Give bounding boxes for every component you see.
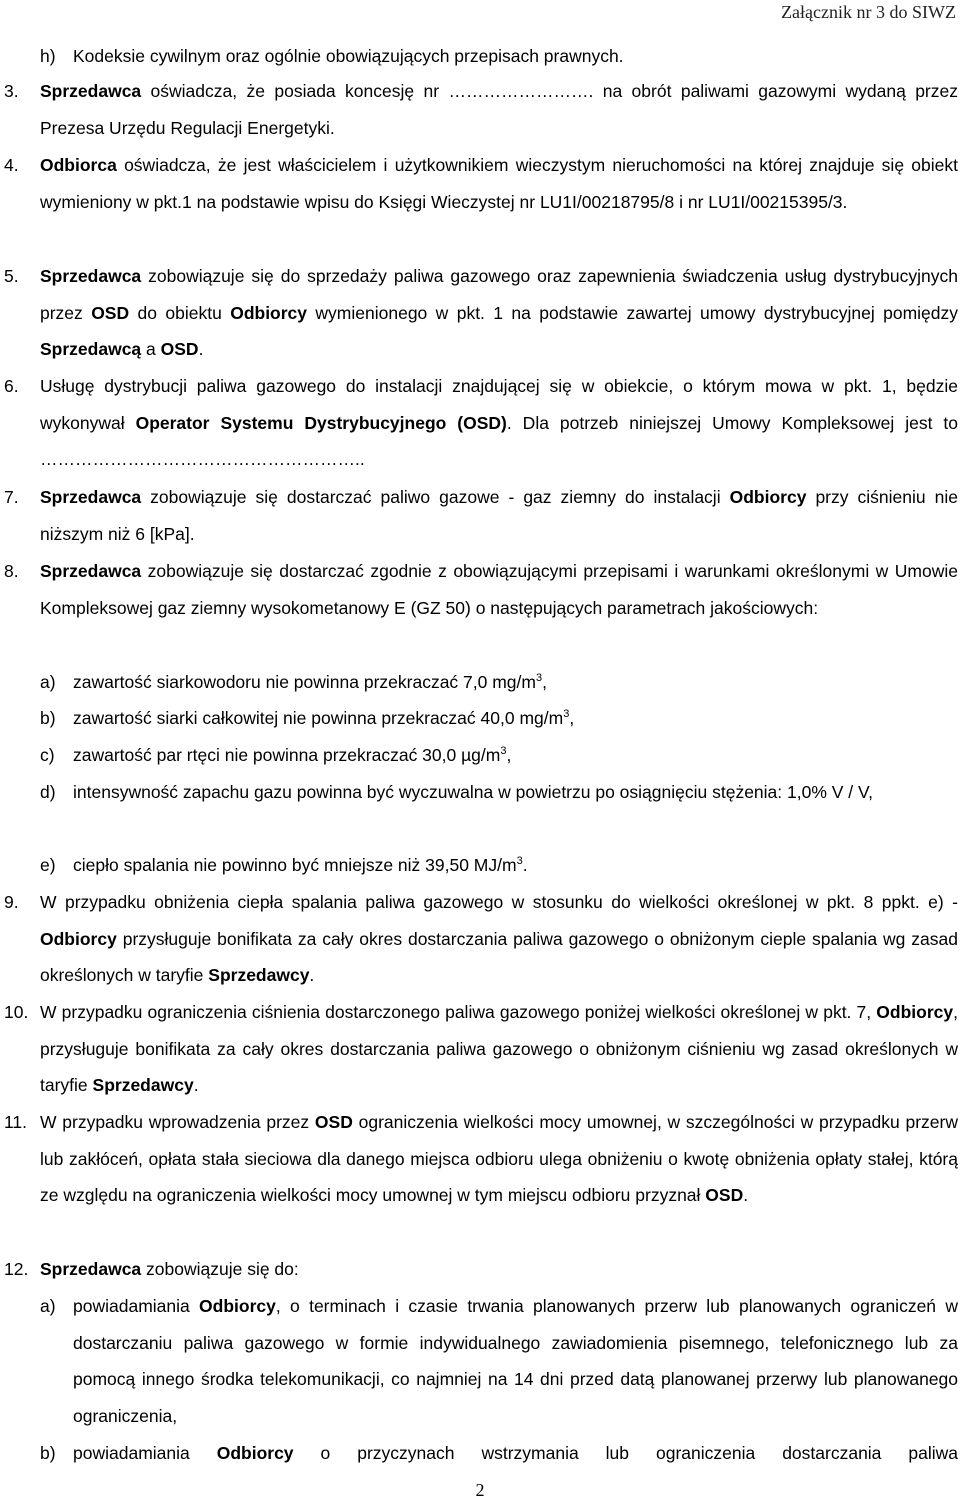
- attachment-header: Załącznik nr 3 do SIWZ: [781, 2, 956, 22]
- item-text: zawartość siarki całkowitej nie powinna przekraczać 40,0 $mg/m^3$,: [73, 708, 575, 728]
- item-text: ciepło spalania nie powinno być mniejsze niż 39,50 $MJ/m^3$.: [73, 855, 528, 875]
- item-text: Sprzedawca oświadcza, że posiada koncesję nr ……………………. na obrót paliwami gazowymi wydaną przez Prezesa Urzędu Regulacji Energetyki.: [40, 81, 958, 138]
- item-marker: b): [40, 1443, 56, 1463]
- item-text: Sprzedawca zobowiązuje się dostarczać paliwo gazowe - gaz ziemny do instalacji Odbiorcy przy ciśnieniu nie niższym niż 6 [kPa].: [40, 487, 958, 544]
- list-subitem-8c: [0, 737, 960, 774]
- item-text: W przypadku ograniczenia ciśnienia dostarczonego paliwa gazowego poniżej wielkości określonej w pkt. 7, Odbiorcy, przysługuje bonifikata za cały okres dostarczania paliwa gazowego o obniżonym ciśnieniu wg zasad określonych w taryfie Sprzedawcy.: [40, 1002, 958, 1095]
- item-text: W przypadku obniżenia ciepła spalania paliwa gazowego w stosunku do wielkości określonej w pkt. 8 ppkt. e) - Odbiorcy przysługuje bonifikata za cały okres dostarczania paliwa gazowego o obniżonym cieple spalania wg zasad określonych w taryfie Sprzedawcy.: [40, 892, 958, 985]
- item-marker: b): [40, 708, 56, 728]
- list-item-8: [0, 553, 960, 626]
- item-number: 4.: [4, 155, 19, 175]
- item-marker: a): [40, 672, 56, 692]
- list-item-10: [0, 994, 960, 1104]
- list-item-12: [0, 1251, 960, 1288]
- item-text: powiadamiania Odbiorcy o przyczynach wstrzymania lub ograniczenia dostarczania paliwa: [73, 1443, 958, 1463]
- list-item-11: [0, 1104, 960, 1214]
- list-item-9: [0, 884, 960, 994]
- list-item-5: [0, 258, 960, 368]
- list-subitem-8a: [0, 664, 960, 701]
- list-item-h: [0, 38, 960, 75]
- item-number: 3.: [4, 81, 19, 101]
- item-number: 11.: [4, 1112, 28, 1132]
- item-text: zawartość par rtęci nie powinna przekraczać 30,0 $\mu g/m^3$,: [73, 745, 512, 765]
- page-number: 2: [475, 1480, 485, 1500]
- list-subitem-12b: [0, 1435, 960, 1472]
- item-text: Sprzedawca zobowiązuje się dostarczać zgodnie z obowiązującymi przepisami i warunkami określonymi w Umowie Kompleksowej gaz ziemny wysokometanowy E (GZ 50) o następujących parametrach jakościowych:: [40, 561, 958, 618]
- item-text: Usługę dystrybucji paliwa gazowego do instalacji znajdującej się w obiekcie, o którym mowa w pkt. 1, będzie wykonywał Operator Systemu Dystrybucyjnego (OSD). Dla potrzeb niniejszej Umowy Kompleksowej jest to ………………………………………………..: [40, 376, 959, 469]
- item-number: 7.: [4, 487, 19, 507]
- item-number: 6.: [4, 376, 19, 396]
- item-text: powiadamiania Odbiorcy, o terminach i czasie trwania planowanych przerw lub planowanych ograniczeń w dostarczaniu paliwa gazowego w formie indywidualnego zawiadomienia pisemnego, telefonicznego lub za pomocą innego środka telekomunikacji, co najmniej na 14 dni przed datą planowanej przerwy lub planowanego ograniczenia,: [73, 1296, 958, 1426]
- list-subitem-8e: [0, 847, 960, 884]
- item-text: intensywność zapachu gazu powinna być wyczuwalna w powietrzu po osiągnięciu stężenia: 1,0% V / V,: [73, 782, 873, 802]
- item-text: Odbiorca oświadcza, że jest właścicielem i użytkownikiem wieczystym nieruchomości na której znajduje się obiekt wymieniony w pkt.1 na podstawie wpisu do Księgi Wieczystej nr LU1I/00218795/8 i nr LU1I/00215395/3.: [40, 155, 958, 212]
- item-marker: h): [40, 46, 56, 66]
- list-subitem-8b: [0, 700, 960, 737]
- item-marker: d): [40, 782, 56, 802]
- list-subitem-8d: [0, 774, 960, 811]
- list-item-7: [0, 479, 960, 552]
- list-subitem-12a: [0, 1288, 960, 1434]
- item-text: Sprzedawca zobowiązuje się do sprzedaży paliwa gazowego oraz zapewnienia świadczenia usług dystrybucyjnych przez OSD do obiektu Odbiorcy wymienionego w pkt. 1 na podstawie zawartej umowy dystrybucyjnej pomiędzy Sprzedawcą a OSD.: [40, 266, 959, 359]
- item-text: zawartość siarkowodoru nie powinna przekraczać 7,0 $mg/m^3$,: [73, 672, 547, 692]
- list-item-3: [0, 73, 960, 146]
- item-number: 8.: [4, 561, 19, 581]
- item-marker: a): [40, 1296, 56, 1316]
- item-text: Kodeksie cywilnym oraz ogólnie obowiązujących przepisach prawnych.: [73, 46, 624, 66]
- list-item-4: [0, 147, 960, 220]
- party-name: Sprzedawca: [40, 81, 142, 101]
- item-marker: e): [40, 855, 56, 875]
- list-item-6: [0, 368, 960, 478]
- item-number: 5.: [4, 266, 19, 286]
- item-number: 9.: [4, 892, 19, 912]
- item-text: W przypadku wprowadzenia przez OSD ograniczenia wielkości mocy umownej, w szczególności w przypadku przerw lub zakłóceń, opłata stała sieciowa dla danego miejsca odbioru ulega obniżeniu o kwotę obniżenia opłaty stałej, którą ze względu na ograniczenia wielkości mocy umownej w tym miejscu odbioru przyznał OSD.: [40, 1112, 958, 1205]
- item-number: 12.: [4, 1259, 29, 1279]
- item-number: 10.: [4, 1002, 29, 1022]
- item-text: Sprzedawca zobowiązuje się do:: [40, 1259, 299, 1279]
- item-marker: c): [40, 745, 55, 765]
- party-name: Odbiorca: [40, 155, 117, 175]
